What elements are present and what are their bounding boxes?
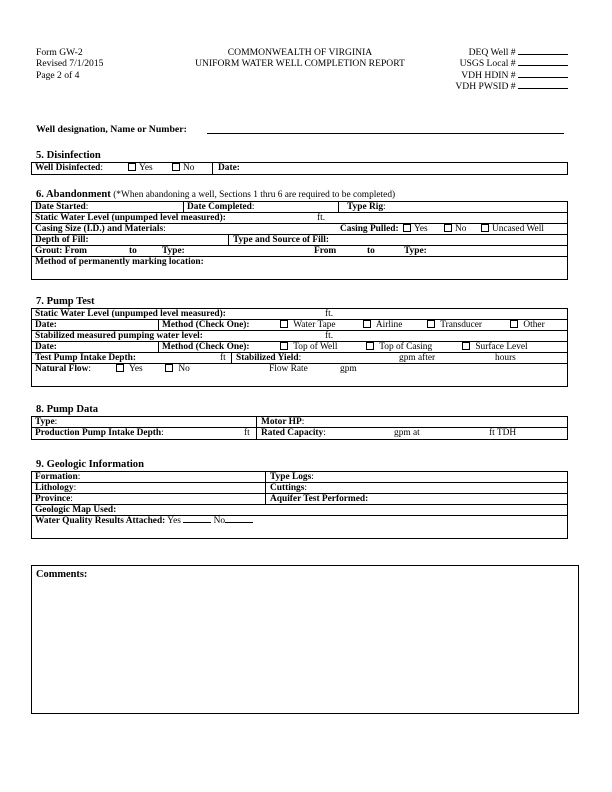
pump-data-table xyxy=(31,416,568,440)
top-of-well-checkbox[interactable] xyxy=(280,342,288,350)
form-title-state: COMMONWEALTH OF VIRGINIA xyxy=(227,47,373,58)
vdh-hdin-label: VDH HDIN # xyxy=(461,69,516,81)
table-row: Depth of Fill: Type and Source of Fill: xyxy=(32,235,567,246)
form-title-report: UNIFORM WATER WELL COMPLETION REPORT xyxy=(195,58,405,70)
table-row: Casing Size (I.D.) and Materials: Casing Pulled: Yes No Uncased Well xyxy=(32,224,567,235)
pump-test-table xyxy=(31,308,568,387)
disinfected-no-checkbox[interactable] xyxy=(172,163,180,171)
top-of-casing-checkbox[interactable] xyxy=(366,342,374,350)
section-abandonment-heading xyxy=(36,189,395,200)
abandonment-note: (*When abandoning a well, Sections 1 thru 6 are required to be completed) xyxy=(113,190,396,200)
comments-label: Comments: xyxy=(36,569,88,580)
uncased-well-checkbox[interactable] xyxy=(481,224,489,232)
disinfected-yes-checkbox[interactable] xyxy=(128,163,136,171)
section-pump-test-title: 7. Pump Test xyxy=(36,296,95,307)
table-row: Method of permanently marking location: xyxy=(35,257,204,267)
table-row: Stabilized measured pumping water level: ft. xyxy=(32,331,567,342)
table-row: Static Water Level (unpumped level measured): ft. xyxy=(32,213,567,224)
well-disinfected-label: Well Disinfected xyxy=(35,163,101,173)
table-row: Geologic Map Used: xyxy=(32,505,567,516)
natural-flow-yes-checkbox[interactable] xyxy=(116,364,124,372)
form-id-block xyxy=(36,47,103,81)
surface-level-checkbox[interactable] xyxy=(462,342,470,350)
page-number: Page 2 of 4 xyxy=(36,69,80,81)
deq-well-label: DEQ Well # xyxy=(468,47,516,58)
table-row: Static Water Level (unpumped level measured): ft. xyxy=(32,309,567,320)
usgs-local-field[interactable] xyxy=(518,65,568,66)
casing-pulled-yes-checkbox[interactable] xyxy=(403,224,411,232)
table-row: Date Started: Date Completed: Type Rig: xyxy=(32,202,567,213)
table-row: Date: Method (Check One): Top of Well Top of Casing Surface Level xyxy=(32,342,567,353)
table-row: Natural Flow: Yes No Flow Rate gpm xyxy=(35,364,357,374)
vdh-pwsid-field[interactable] xyxy=(518,88,568,89)
natural-flow-no-checkbox[interactable] xyxy=(165,364,173,372)
disinfection-date-label: Date: xyxy=(218,163,240,173)
method-airline-checkbox[interactable] xyxy=(363,320,371,328)
form-number: Form GW-2 xyxy=(36,47,83,58)
method-water-tape-checkbox[interactable] xyxy=(280,320,288,328)
table-row: Lithology: Cuttings: xyxy=(32,483,567,494)
water-quality-no-field[interactable] xyxy=(225,522,253,523)
form-title-block xyxy=(150,47,450,70)
table-row: Date: Method (Check One): Water Tape Airline Transducer Other xyxy=(32,320,567,331)
geologic-table xyxy=(31,471,568,539)
method-transducer-checkbox[interactable] xyxy=(427,320,435,328)
usgs-local-label: USGS Local # xyxy=(459,58,516,70)
section-abandonment-title: 6. Abandonment xyxy=(36,189,111,200)
abandonment-table xyxy=(31,201,568,280)
table-row: Province: Aquifer Test Performed: xyxy=(32,494,567,505)
table-row: Formation: Type Logs: xyxy=(32,472,567,483)
section-disinfection-title: 5. Disinfection xyxy=(36,150,101,161)
deq-well-field[interactable] xyxy=(518,54,568,55)
vdh-hdin-field[interactable] xyxy=(518,77,568,78)
table-row: Grout: From to Type: From to Type: xyxy=(32,246,567,257)
revision-date: Revised 7/1/2015 xyxy=(36,58,104,70)
table-row: Well Disinfected: Yes No Date: xyxy=(35,163,240,173)
section-pump-data-title: 8. Pump Data xyxy=(36,404,99,415)
water-quality-yes-field[interactable] xyxy=(183,522,211,523)
table-row: Test Pump Intake Depth: ft Stabilized Yield: gpm after hours xyxy=(32,353,567,364)
section-geologic-title: 9. Geologic Information xyxy=(36,459,144,470)
well-designation-label: Well designation, Name or Number: xyxy=(36,124,187,135)
comments-box[interactable] xyxy=(31,565,579,714)
table-row: Type: Motor HP: xyxy=(32,417,567,428)
well-id-block xyxy=(420,47,568,93)
disinfection-table xyxy=(31,162,568,175)
method-other-checkbox[interactable] xyxy=(510,320,518,328)
vdh-pwsid-label: VDH PWSID # xyxy=(455,81,516,93)
table-row: Production Pump Intake Depth: ft Rated Capacity: gpm at ft TDH xyxy=(35,428,517,438)
casing-pulled-no-checkbox[interactable] xyxy=(444,224,452,232)
well-designation-field[interactable] xyxy=(207,133,564,134)
table-row: Water Quality Results Attached: Yes No xyxy=(32,516,567,529)
